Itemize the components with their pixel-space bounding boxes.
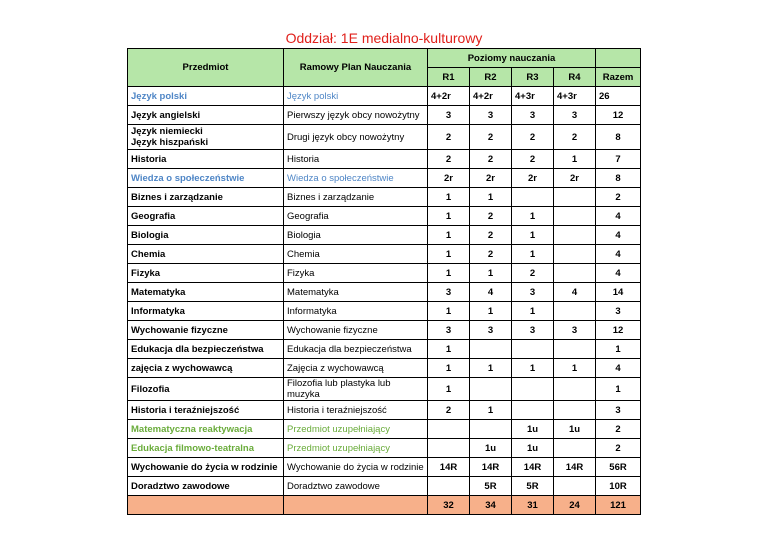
- subject-cell: Biologia: [128, 226, 284, 245]
- r3-cell: 2: [512, 125, 554, 150]
- table-row: [128, 458, 641, 477]
- r2-cell: 2r: [470, 169, 512, 188]
- r1-cell: 1: [428, 264, 470, 283]
- subject-cell: Wychowanie fizyczne: [128, 321, 284, 340]
- r1-cell: 2r: [428, 169, 470, 188]
- r3-cell: 4+3r: [512, 87, 554, 106]
- table-row: [128, 340, 641, 359]
- total-cell: 7: [596, 150, 641, 169]
- total-cell: 4: [596, 245, 641, 264]
- r4-cell: [554, 302, 596, 321]
- table-row: [128, 207, 641, 226]
- r2-cell: 2: [470, 150, 512, 169]
- r1-cell: 4+2r: [428, 87, 470, 106]
- r3-cell: 1: [512, 245, 554, 264]
- program-cell: Edukacja dla bezpieczeństwa: [284, 340, 428, 359]
- r1-cell: 3: [428, 106, 470, 125]
- r3-cell: 2: [512, 264, 554, 283]
- header-r3: R3: [512, 68, 554, 87]
- r3-cell: 2r: [512, 169, 554, 188]
- program-cell: Biologia: [284, 226, 428, 245]
- r3-cell: [512, 188, 554, 207]
- r2-cell: 1u: [470, 439, 512, 458]
- program-cell: Informatyka: [284, 302, 428, 321]
- r4-cell: [554, 439, 596, 458]
- r2-cell: 1: [470, 359, 512, 378]
- header-r1: R1: [428, 68, 470, 87]
- r4-cell: 2r: [554, 169, 596, 188]
- total-cell: 56R: [596, 458, 641, 477]
- subject-cell: Język polski: [128, 87, 284, 106]
- total-cell: 2: [596, 188, 641, 207]
- curriculum-table: [127, 48, 641, 515]
- r1-cell: 2: [428, 125, 470, 150]
- r2-cell: 4+2r: [470, 87, 512, 106]
- subject-cell: Język niemiecki Język hiszpański: [128, 125, 284, 150]
- program-cell: Wiedza o społeczeństwie: [284, 169, 428, 188]
- r4-cell: [554, 477, 596, 496]
- table-row: [128, 283, 641, 302]
- total-cell: 8: [596, 125, 641, 150]
- r2-cell: 2: [470, 226, 512, 245]
- r4-cell: 3: [554, 321, 596, 340]
- subject-cell: Biznes i zarządzanie: [128, 188, 284, 207]
- r1-cell: 1: [428, 188, 470, 207]
- header-levels: Poziomy nauczania: [428, 49, 596, 68]
- table-row: [128, 226, 641, 245]
- subject-cell: Doradztwo zawodowe: [128, 477, 284, 496]
- r4-cell: 1u: [554, 420, 596, 439]
- program-cell: Historia i teraźniejszość: [284, 401, 428, 420]
- r3-cell: 2: [512, 150, 554, 169]
- r1-cell: 2: [428, 401, 470, 420]
- r1-cell: 3: [428, 283, 470, 302]
- subject-cell: Filozofia: [128, 378, 284, 401]
- subject-cell: Informatyka: [128, 302, 284, 321]
- r4-cell: [554, 226, 596, 245]
- sum-label-cell: [128, 496, 284, 515]
- subject-cell: zajęcia z wychowawcą: [128, 359, 284, 378]
- total-cell: 26: [596, 87, 641, 106]
- r1-cell: [428, 439, 470, 458]
- r3-cell: 1: [512, 302, 554, 321]
- r4-cell: 4: [554, 283, 596, 302]
- r2-cell: 3: [470, 321, 512, 340]
- subject-cell: Edukacja dla bezpieczeństwa: [128, 340, 284, 359]
- r2-cell: 2: [470, 207, 512, 226]
- total-cell: 2: [596, 420, 641, 439]
- subject-cell: Matematyka: [128, 283, 284, 302]
- subject-cell: Wychowanie do życia w rodzinie: [128, 458, 284, 477]
- total-cell: 4: [596, 359, 641, 378]
- subject-cell: Edukacja filmowo-teatralna: [128, 439, 284, 458]
- r3-cell: 3: [512, 106, 554, 125]
- r3-cell: [512, 340, 554, 359]
- r1-cell: 1: [428, 207, 470, 226]
- header-subject: Przedmiot: [128, 49, 284, 87]
- table-row: [128, 302, 641, 321]
- sum-r4-cell: 24: [554, 496, 596, 515]
- sum-total-cell: 121: [596, 496, 641, 515]
- r4-cell: 1: [554, 150, 596, 169]
- program-cell: Język polski: [284, 87, 428, 106]
- r2-cell: [470, 378, 512, 401]
- r2-cell: 14R: [470, 458, 512, 477]
- program-cell: Wychowanie do życia w rodzinie: [284, 458, 428, 477]
- r4-cell: [554, 401, 596, 420]
- table-row: [128, 106, 641, 125]
- r4-cell: [554, 188, 596, 207]
- r2-cell: 4: [470, 283, 512, 302]
- sum-r3-cell: 31: [512, 496, 554, 515]
- total-cell: 4: [596, 207, 641, 226]
- page-title: Oddział: 1E medialno-kulturowy: [285, 30, 483, 46]
- program-cell: Chemia: [284, 245, 428, 264]
- r4-cell: [554, 378, 596, 401]
- table-row: [128, 420, 641, 439]
- r3-cell: 1: [512, 226, 554, 245]
- program-cell: Geografia: [284, 207, 428, 226]
- table-row: [128, 150, 641, 169]
- r2-cell: 5R: [470, 477, 512, 496]
- r3-cell: 5R: [512, 477, 554, 496]
- subject-cell: Fizyka: [128, 264, 284, 283]
- table-row: [128, 264, 641, 283]
- total-cell: 2: [596, 439, 641, 458]
- header-total: Razem: [596, 68, 641, 87]
- r4-cell: 3: [554, 106, 596, 125]
- r3-cell: 1u: [512, 420, 554, 439]
- total-cell: 12: [596, 321, 641, 340]
- program-cell: Przedmiot uzupełniający: [284, 420, 428, 439]
- sum-r1-cell: 32: [428, 496, 470, 515]
- r4-cell: 14R: [554, 458, 596, 477]
- total-cell: 4: [596, 226, 641, 245]
- table-row: [128, 321, 641, 340]
- r1-cell: 1: [428, 378, 470, 401]
- r2-cell: 1: [470, 188, 512, 207]
- subject-cell: Wiedza o społeczeństwie: [128, 169, 284, 188]
- r3-cell: 1: [512, 359, 554, 378]
- header-r4: R4: [554, 68, 596, 87]
- table-row: [128, 87, 641, 106]
- r2-cell: 3: [470, 106, 512, 125]
- total-cell: 3: [596, 302, 641, 321]
- total-cell: 8: [596, 169, 641, 188]
- r2-cell: 2: [470, 125, 512, 150]
- subject-cell: Geografia: [128, 207, 284, 226]
- total-cell: 3: [596, 401, 641, 420]
- program-cell: Historia: [284, 150, 428, 169]
- r1-cell: 3: [428, 321, 470, 340]
- total-cell: 1: [596, 378, 641, 401]
- r1-cell: 1: [428, 226, 470, 245]
- table-row: [128, 378, 641, 401]
- r3-cell: 1u: [512, 439, 554, 458]
- total-cell: 1: [596, 340, 641, 359]
- r3-cell: [512, 401, 554, 420]
- header-r2: R2: [470, 68, 512, 87]
- table-row: [128, 125, 641, 150]
- r2-cell: 1: [470, 302, 512, 321]
- program-cell: Biznes i zarządzanie: [284, 188, 428, 207]
- r4-cell: 1: [554, 359, 596, 378]
- program-cell: Zajęcia z wychowawcą: [284, 359, 428, 378]
- r2-cell: 1: [470, 401, 512, 420]
- r2-cell: [470, 420, 512, 439]
- total-cell: 4: [596, 264, 641, 283]
- total-cell: 14: [596, 283, 641, 302]
- header-program: Ramowy Plan Nauczania: [284, 49, 428, 87]
- r3-cell: [512, 378, 554, 401]
- subject-cell: Historia i teraźniejszość: [128, 401, 284, 420]
- subject-cell: Chemia: [128, 245, 284, 264]
- table-row: [128, 169, 641, 188]
- total-cell: 10R: [596, 477, 641, 496]
- r1-cell: 1: [428, 340, 470, 359]
- program-cell: Drugi język obcy nowożytny: [284, 125, 428, 150]
- r3-cell: 1: [512, 207, 554, 226]
- sum-row: [128, 496, 641, 515]
- r4-cell: [554, 245, 596, 264]
- r1-cell: [428, 477, 470, 496]
- table-row: [128, 245, 641, 264]
- total-cell: 12: [596, 106, 641, 125]
- r4-cell: [554, 264, 596, 283]
- program-cell: Przedmiot uzupełniający: [284, 439, 428, 458]
- r3-cell: 3: [512, 321, 554, 340]
- table-row: [128, 188, 641, 207]
- subject-cell: Matematyczna reaktywacja: [128, 420, 284, 439]
- header-blank: [596, 49, 641, 68]
- subject-cell: Historia: [128, 150, 284, 169]
- r1-cell: 1: [428, 359, 470, 378]
- sum-r2-cell: 34: [470, 496, 512, 515]
- r1-cell: [428, 420, 470, 439]
- program-cell: Matematyka: [284, 283, 428, 302]
- r4-cell: 4+3r: [554, 87, 596, 106]
- r2-cell: 1: [470, 264, 512, 283]
- r1-cell: 2: [428, 150, 470, 169]
- r4-cell: [554, 207, 596, 226]
- table-row: [128, 359, 641, 378]
- r1-cell: 1: [428, 302, 470, 321]
- program-cell: Filozofia lub plastyka lub muzyka: [284, 378, 428, 401]
- r1-cell: 14R: [428, 458, 470, 477]
- program-cell: Doradztwo zawodowe: [284, 477, 428, 496]
- table-row: [128, 401, 641, 420]
- r3-cell: 14R: [512, 458, 554, 477]
- r2-cell: 2: [470, 245, 512, 264]
- r4-cell: 2: [554, 125, 596, 150]
- r1-cell: 1: [428, 245, 470, 264]
- sum-program-cell: [284, 496, 428, 515]
- table-row: [128, 439, 641, 458]
- r2-cell: [470, 340, 512, 359]
- subject-cell: Język angielski: [128, 106, 284, 125]
- program-cell: Pierwszy język obcy nowożytny: [284, 106, 428, 125]
- program-cell: Fizyka: [284, 264, 428, 283]
- r3-cell: 3: [512, 283, 554, 302]
- r4-cell: [554, 340, 596, 359]
- table-row: [128, 477, 641, 496]
- program-cell: Wychowanie fizyczne: [284, 321, 428, 340]
